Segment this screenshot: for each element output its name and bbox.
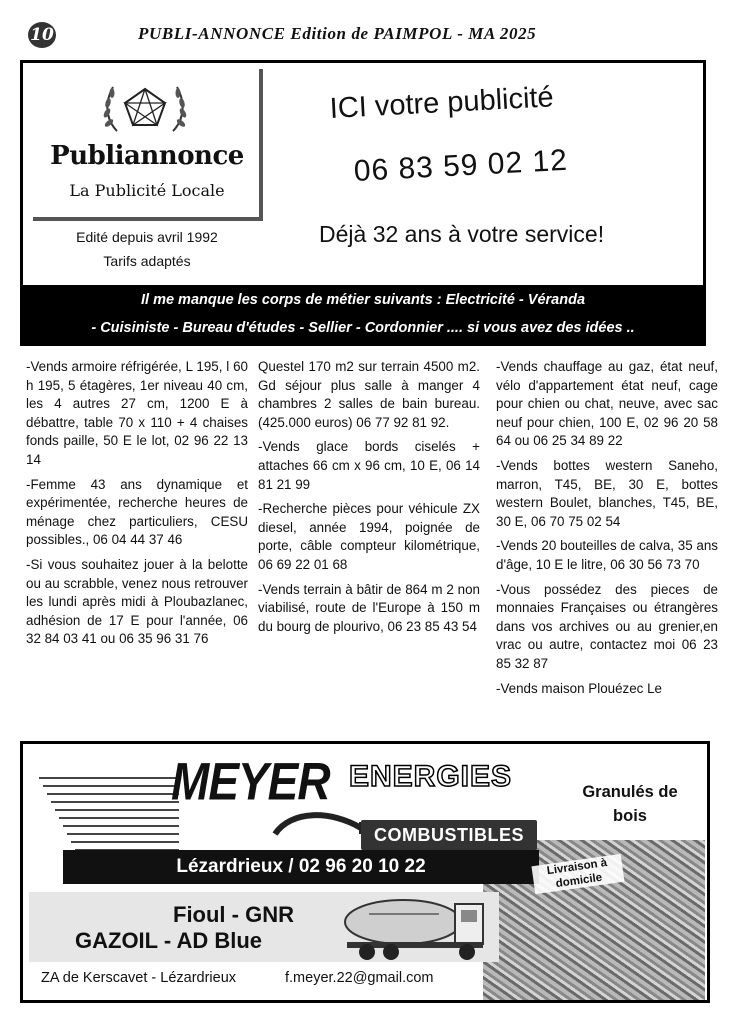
classified-ad: -Vends terrain à bâtir de 864 m 2 non viabilisé, route de l'Europe à 150 m du bourg de plourivo, 06 23 85 43 54 bbox=[258, 581, 480, 634]
banner-line: - Cuisiniste - Bureau d'études - Sellier - Cordonnier .... si vous avez des idées .. bbox=[91, 320, 635, 336]
ad-headline: ICI votre publicité bbox=[329, 81, 555, 125]
classified-ad: -Vends armoire réfrigérée, L 195, l 60 h 195, 5 étagères, 1er niveau 40 cm, les 4 autres 27 cm, 1200 E à débattre, table 70 x 110 + 4 chaises fonds paille, 50 E le lot, 02 96 22 13 14 bbox=[26, 359, 248, 467]
publisher-advert bbox=[20, 60, 706, 288]
ad-phone: 06 83 59 02 12 bbox=[353, 143, 569, 188]
meyer-brand-sub: ENERGIES bbox=[349, 760, 513, 793]
email: f.meyer.22@gmail.com bbox=[285, 970, 434, 986]
fuel-line: Fioul - GNR bbox=[173, 902, 294, 927]
classified-ad: -Recherche pièces pour véhicule ZX diesel, année 1994, poignée de porte, câble compteur kilométrique, 06 69 22 01 68 bbox=[258, 501, 480, 572]
page-header bbox=[18, 20, 718, 52]
banner-line: Il me manque les corps de métier suivants : Electricité - Véranda bbox=[140, 292, 586, 308]
rates-note: Tarifs adaptés bbox=[103, 253, 191, 269]
classifieds-column-3 bbox=[496, 358, 718, 704]
classifieds-column-2 bbox=[258, 358, 480, 642]
trades-banner bbox=[20, 286, 706, 346]
classified-ad: -Vends bottes western Saneho, marron, T45, BE, 30 E, bottes western Boulet, blanches, T45, BE, 30 E, 06 70 75 02 54 bbox=[496, 457, 718, 529]
classified-ad: Questel 170 m2 sur terrain 4500 m2. Gd séjour plus salle à manger 4 chambres 2 salles de bain bureau. (425.000 euros) 06 77 92 81 92. bbox=[258, 359, 480, 430]
wood-pellets-label: Granulés de bois bbox=[582, 783, 678, 825]
classified-ad: -Vends maison Plouézec Le bbox=[496, 680, 662, 696]
publiannonce-logo bbox=[33, 69, 263, 221]
meyer-energies-advert bbox=[20, 741, 710, 1003]
classified-ad: -Vends 20 bouteilles de calva, 35 ans d'âge, 10 E le litre, 06 30 56 73 70 bbox=[496, 538, 718, 572]
fuel-line: GAZOIL - AD Blue bbox=[75, 928, 262, 953]
classified-ad: -Si vous souhaitez jouer à la belotte ou au scrabble, venez nous retrouver les lundi après midi à Ploubazlanec, adhésion de 17 E pour l'année, 06 32 84 03 41 ou 06 35 96 31 76 bbox=[26, 556, 248, 647]
page-number: 10 bbox=[28, 22, 56, 48]
tanker-truck-icon bbox=[339, 884, 489, 964]
contact-bar: Lézardrieux / 02 96 20 10 22 bbox=[63, 850, 539, 884]
delivery-label: Livraison à domicile bbox=[531, 854, 624, 894]
classified-ad: -Vous possédez des pieces de monnaies Françaises ou étrangères dans vos archives ou au grenier,en vrac ou autre, contactez moi 06 23 85 32 87 bbox=[496, 581, 718, 671]
classifieds-column-1 bbox=[26, 358, 248, 655]
classified-ad: -Vends glace bords ciselés + attaches 66 cm x 96 cm, 10 E, 06 14 81 21 99 bbox=[258, 439, 480, 492]
page-title: PUBLI-ANNONCE Edition de PAIMPOL - MA 2025 bbox=[138, 24, 537, 43]
combustibles-badge: COMBUSTIBLES bbox=[361, 820, 537, 850]
address: ZA de Kerscavet - Lézardrieux bbox=[41, 970, 237, 986]
classified-ad: -Vends chauffage au gaz, état neuf, vélo d'appartement état neuf, cage pour chien ou chat, neuve, avec sac neuf pour chien, 100 E, 02 96 20 58 64 ou 06 25 34 89 22 bbox=[496, 359, 718, 449]
meyer-brand: MEYER bbox=[171, 751, 330, 811]
laurel-pentagon-icon bbox=[95, 79, 195, 139]
logo-tagline: La Publicité Locale bbox=[69, 181, 225, 200]
ad-years: Déjà 32 ans à votre service! bbox=[319, 221, 605, 247]
logo-name: Publiannonce bbox=[50, 141, 244, 171]
edition-since: Edité depuis avril 1992 bbox=[76, 229, 218, 245]
classified-ad: -Femme 43 ans dynamique et expérimentée, recherche heures de ménage chez particuliers, CESU possibles., 06 04 44 37 46 bbox=[26, 476, 248, 548]
